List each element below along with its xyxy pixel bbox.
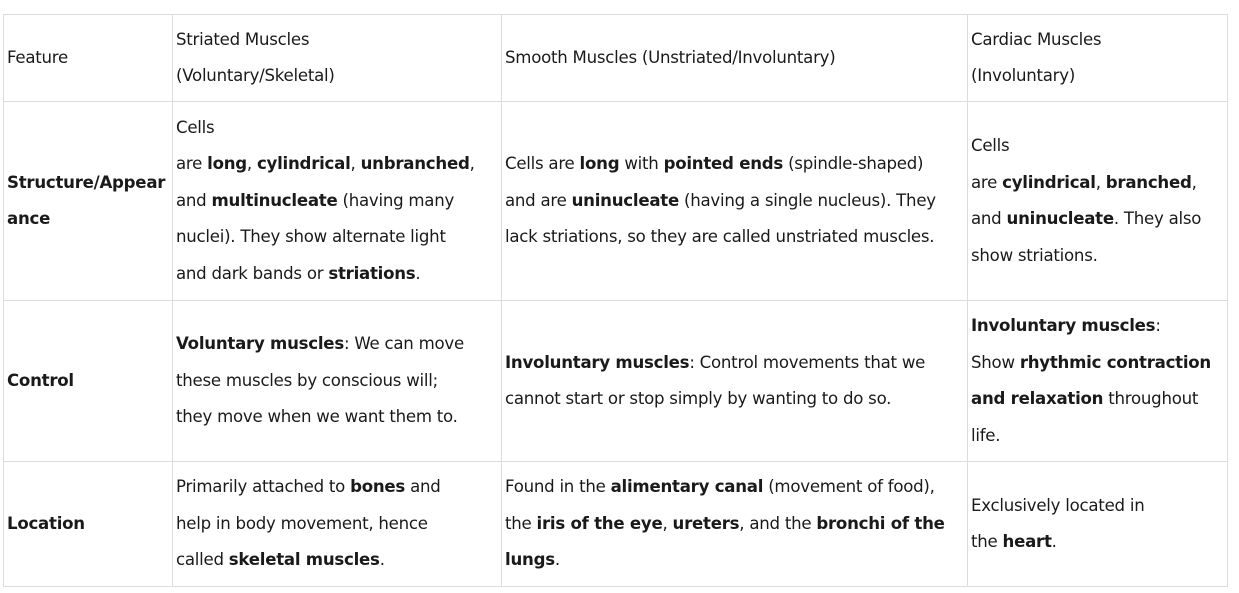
cell-line (505, 506, 964, 543)
text-run: they move when we want them to. (176, 407, 458, 427)
cell-line (176, 542, 498, 579)
cell-line (505, 183, 964, 220)
text-run: Cells are (505, 154, 580, 174)
text-run: . (415, 263, 421, 283)
cardiac-cell (968, 462, 1228, 587)
cell-line (505, 381, 964, 418)
text-run: and (971, 209, 1007, 228)
text-run: life. (971, 425, 1001, 445)
text-run: , (350, 154, 361, 174)
text-run: Exclusively located in (971, 495, 1145, 515)
bold-term: long (579, 154, 620, 174)
text-run: (having many (337, 190, 455, 210)
text-run: , (1191, 172, 1197, 192)
cell-line (971, 201, 1224, 238)
bold-term: branched (1105, 172, 1192, 192)
cardiac-cell (968, 301, 1228, 462)
cell-line (176, 506, 498, 543)
text-run: and (405, 477, 441, 497)
text-run: help in body movement, hence (176, 513, 428, 533)
muscle-comparison-table (3, 14, 1228, 587)
bold-term: cylindrical (1002, 172, 1096, 192)
cell-line (971, 345, 1224, 382)
text-run: the (505, 513, 537, 533)
bold-term: rhythmic contraction (1019, 352, 1211, 372)
row-label (4, 301, 173, 462)
text-run: . (379, 550, 385, 570)
bold-term: uninucleate (571, 190, 679, 210)
bold-term: unbranched (360, 154, 470, 174)
bold-term: bones (350, 477, 406, 497)
table-row (4, 462, 1228, 587)
row-label (4, 462, 173, 587)
text-run: and (176, 190, 212, 210)
text-run: , (246, 154, 257, 174)
row-label-text: Location (7, 513, 85, 533)
cell-line (971, 524, 1224, 561)
striated-cell (173, 301, 502, 462)
smooth-cell (502, 462, 968, 587)
text-run: nuclei). They show alternate light (176, 227, 446, 247)
text-run: . They also (1113, 209, 1202, 228)
bold-term: alimentary canal (610, 477, 764, 497)
table-row (4, 102, 1228, 301)
bold-term: skeletal muscles (228, 550, 380, 570)
bold-term: heart (1002, 532, 1052, 551)
row-label-text: ance (7, 209, 51, 228)
text-run: Primarily attached to (176, 477, 351, 497)
cell-line (505, 345, 964, 382)
text-run: and are (505, 190, 572, 210)
text-run: are (176, 154, 208, 174)
text-run: Show (971, 352, 1020, 372)
cell-line (176, 146, 498, 183)
bold-term: iris of the eye (536, 513, 663, 533)
text-run: lack striations, so they are called unstriated muscles. (505, 227, 935, 247)
cell-line (176, 256, 498, 293)
text-run: , and the (739, 513, 817, 533)
bold-term: pointed ends (663, 154, 784, 174)
table-row (4, 301, 1228, 462)
text-run: called (176, 550, 229, 570)
bold-term: bronchi of the (816, 513, 945, 533)
text-run: Found in the (505, 477, 611, 497)
row-label-text: Control (7, 370, 74, 390)
bold-term: cylindrical (256, 154, 351, 174)
text-run: (spindle-shaped) (783, 154, 924, 174)
text-run: : (1155, 316, 1161, 335)
text-run: show striations. (971, 245, 1098, 265)
bold-term: Involuntary muscles (971, 316, 1156, 335)
text-run: : We can move (343, 334, 464, 354)
text-run: with (619, 154, 664, 174)
text-run: throughout (1103, 389, 1199, 408)
text-run: and dark bands or (176, 263, 329, 283)
cell-line (176, 469, 498, 506)
text-run: are (971, 172, 1003, 192)
text-run: : Control movements that we (689, 352, 926, 372)
bold-term: multinucleate (211, 190, 338, 210)
table-header-row (4, 15, 1228, 102)
cell-line (505, 219, 964, 256)
striated-cell (173, 102, 502, 301)
text-run: Cells (176, 117, 215, 137)
text-run: cannot start or stop simply by wanting to do so. (505, 389, 892, 408)
text-run: , (1095, 172, 1106, 192)
header-feature: Feature (4, 15, 173, 102)
bold-term: Voluntary muscles (176, 334, 344, 354)
cell-line (505, 542, 964, 579)
bold-term: lungs (505, 550, 555, 570)
bold-term: uninucleate (1006, 209, 1114, 228)
bold-term: striations (328, 263, 416, 283)
text-run: (having a single nucleus). They (678, 190, 936, 210)
text-run: Cells (971, 136, 1010, 155)
header-striated: Striated Muscles (Voluntary/Skeletal) (173, 15, 502, 102)
cell-line (176, 399, 498, 436)
text-run: . (1051, 532, 1057, 551)
row-label-text: Structure/Appear (7, 172, 166, 192)
cell-line (176, 183, 498, 220)
cell-line (971, 488, 1224, 525)
text-run: . (554, 550, 560, 570)
text-run: , (469, 154, 475, 174)
cell-line (176, 110, 498, 147)
text-run: the (971, 532, 1003, 551)
cardiac-cell (968, 102, 1228, 301)
cell-line (176, 363, 498, 400)
header-cardiac: Cardiac Muscles (Involuntary) (968, 15, 1228, 102)
smooth-cell (502, 102, 968, 301)
text-run: these muscles by conscious will; (176, 370, 438, 390)
smooth-cell (502, 301, 968, 462)
row-label (4, 102, 173, 301)
cell-line (971, 418, 1224, 455)
cell-line (971, 381, 1224, 418)
bold-term: and relaxation (971, 389, 1104, 408)
cell-line (971, 128, 1224, 165)
cell-line (505, 146, 964, 183)
text-run: , (662, 513, 673, 533)
bold-term: ureters (672, 513, 740, 533)
cell-line (505, 469, 964, 506)
bold-term: long (207, 154, 247, 174)
bold-term: Involuntary muscles (505, 352, 690, 372)
header-smooth: Smooth Muscles (Unstriated/Involuntary) (502, 15, 968, 102)
cell-line (971, 165, 1224, 202)
text-run: (movement of food), (763, 477, 935, 497)
striated-cell (173, 462, 502, 587)
cell-line (971, 308, 1224, 345)
cell-line (176, 326, 498, 363)
cell-line (971, 238, 1224, 275)
cell-line (176, 219, 498, 256)
